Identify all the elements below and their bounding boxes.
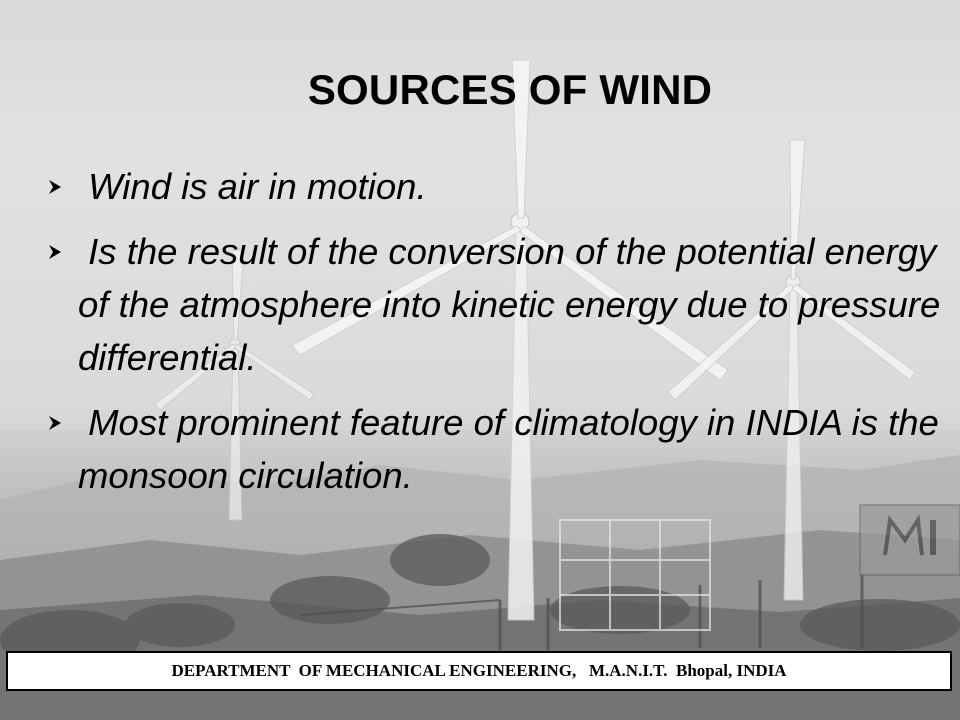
bullet-text: Wind is air in motion.: [88, 166, 427, 207]
bullet-item: [44, 225, 944, 384]
slide-title: SOURCES OF WIND: [307, 66, 713, 113]
sign-board: [860, 505, 960, 575]
bullet-text: Is the result of the conversion of the potential energy of the atmosphere into kinetic energy due to pressure differential.: [78, 231, 941, 378]
arrowhead-bullet-icon: [48, 415, 62, 431]
arrowhead-bullet-icon: [48, 179, 62, 195]
footer-banner: [6, 651, 952, 691]
bullet-text: Most prominent feature of climatology in INDIA is the monsoon circulation.: [78, 402, 939, 496]
footer-text: DEPARTMENT OF MECHANICAL ENGINEERING, M.A.N.I.T. Bhopal, INDIA: [171, 661, 787, 680]
arrowhead-bullet-icon: [48, 244, 62, 260]
bullet-list: [44, 160, 944, 514]
bullet-item: [44, 160, 944, 213]
bullet-item: [44, 396, 944, 502]
